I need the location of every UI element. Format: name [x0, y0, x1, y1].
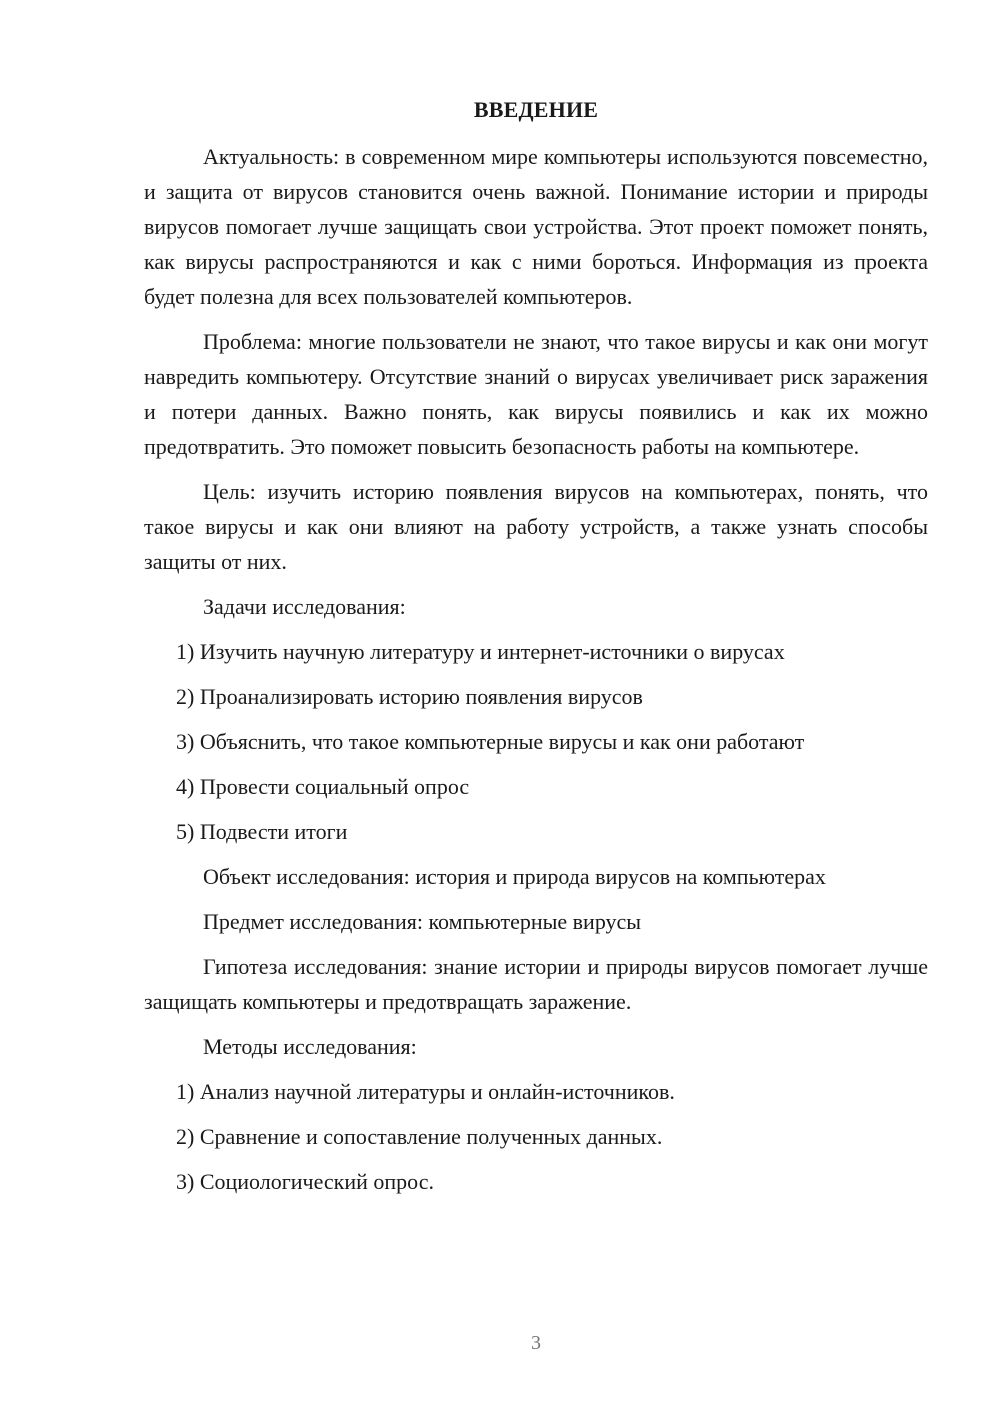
methods-title: Методы исследования: [203, 1034, 417, 1059]
method-item: 2) Сравнение и сопоставление полученных данных. [176, 1124, 663, 1149]
document-page [144, 92, 928, 1209]
goal-paragraph: Цель: изучить историю появления вирусов на компьютерах, понять, что такое вирусы и как они влияют на работу устройств, а также узнать способы защиты от них. [144, 479, 928, 574]
task-item: 4) Провести социальный опрос [176, 774, 470, 799]
task-item: 2) Проанализировать историю появления вирусов [176, 684, 643, 709]
task-item: 1) Изучить научную литературу и интернет-источники о вирусах [176, 639, 785, 664]
method-item: 3) Социологический опрос. [176, 1169, 434, 1194]
page-title: ВВЕДЕНИЕ [473, 97, 599, 122]
task-item: 5) Подвести итоги [176, 819, 348, 844]
hypothesis-paragraph: Гипотеза исследования: знание истории и природы вирусов помогает лучше защищать компьютеры и предотвращать заражение. [144, 954, 928, 1014]
tasks-title: Задачи исследования: [203, 594, 406, 619]
relevance-paragraph: Актуальность: в современном мире компьютеры используются повсеместно, и защита от вирусов становится очень важной. Понимание истории и природы вирусов помогает лучше защищать свои устройства. Этот проект поможет понять, как вирусы распространяются и как с ними бороться. Информация из проекта будет полезна для всех пользователей компьютеров. [144, 144, 928, 309]
problem-paragraph: Проблема: многие пользователи не знают, что такое вирусы и как они могут навредить компьютеру. Отсутствие знаний о вирусах увеличивает риск заражения и потери данных. Важно понять, как вирусы появились и как их можно предотвратить. Это поможет повысить безопасность работы на компьютере. [144, 329, 928, 459]
method-item: 1) Анализ научной литературы и онлайн-источников. [176, 1079, 675, 1104]
page-number: 3 [531, 1332, 541, 1354]
task-item: 3) Объяснить, что такое компьютерные вирусы и как они работают [176, 729, 805, 754]
object-line: Объект исследования: история и природа вирусов на компьютерах [203, 864, 826, 889]
subject-line: Предмет исследования: компьютерные вирусы [203, 909, 642, 934]
